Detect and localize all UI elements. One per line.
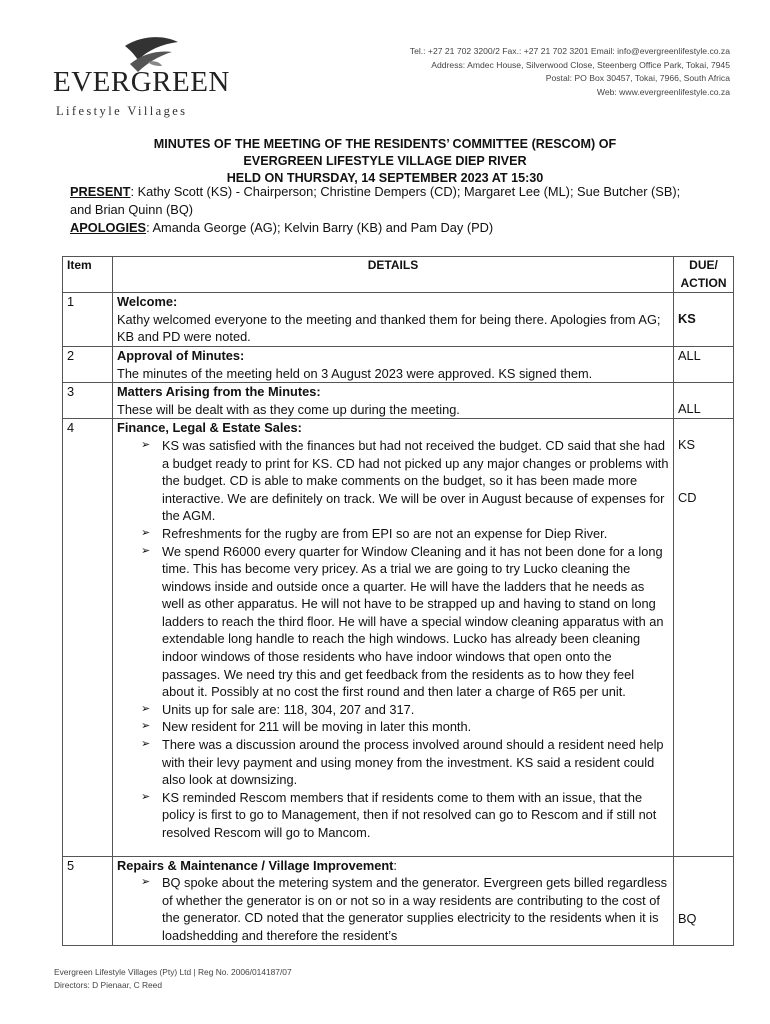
item-action <box>674 346 734 382</box>
contact-block <box>410 45 730 99</box>
title-line-2: EVERGREEN LIFESTYLE VILLAGE DIEP RIVER <box>243 154 527 168</box>
item-action <box>674 293 734 347</box>
header-details: DETAILS <box>113 257 674 293</box>
minutes-table <box>62 256 734 946</box>
section-title-colon: : <box>393 857 397 873</box>
apologies-names: : Amanda George (AG); Kelvin Barry (KB) and Pam Day (PD) <box>146 220 494 235</box>
list-item: ➢ KS was satisfied with the finances but had not received the budget. CD said that she had a budget ready to print for KS. CD had not picked up any major changes or problems with the budget. CD is able to make comments on the budget, so it has been made more interactive. We are definitely on track. We will be over in August because of expenses for the AGM. <box>141 437 669 525</box>
table-header-row <box>63 257 734 293</box>
bullet-list <box>117 437 669 842</box>
section-text: Kathy welcomed everyone to the meeting and thanked them for being there. Apologies from AG; KB and PD were noted. <box>117 311 661 345</box>
contact-web-line: Web: www.evergreenlifestyle.co.za <box>596 86 730 97</box>
section-title: Finance, Legal & Estate Sales: <box>117 420 302 436</box>
item-action <box>674 419 734 856</box>
title-line-1: MINUTES OF THE MEETING OF THE RESIDENTS’ COMMITTEE (RESCOM) OF <box>153 137 617 151</box>
item-number: 2 <box>63 346 113 382</box>
section-title <box>117 857 669 875</box>
list-item: ➢ New resident for 211 will be moving in later this month. <box>141 718 669 736</box>
section-title: Approval of Minutes: <box>117 347 245 363</box>
footer-directors-line: Directors: D Pienaar, C Reed <box>54 980 162 990</box>
section-title: Matters Arising from the Minutes: <box>117 384 321 400</box>
bullet-list <box>117 874 669 944</box>
table-row <box>63 419 734 856</box>
header-item: Item <box>63 257 113 293</box>
list-item: ➢ Units up for sale are: 118, 304, 207 and 317. <box>141 701 669 719</box>
section-title-text: Repairs & Maintenance / Village Improvement <box>117 857 394 873</box>
apologies-line <box>70 219 690 237</box>
table-row <box>63 856 734 945</box>
apologies-label: APOLOGIES <box>70 220 147 235</box>
attendance-block <box>70 183 690 237</box>
item-number: 5 <box>63 856 113 945</box>
action-owner: ALL <box>678 347 701 363</box>
present-label: PRESENT <box>70 184 131 199</box>
section-text: The minutes of the meeting held on 3 August 2023 were approved. KS signed them. <box>117 365 593 381</box>
list-item: ➢ KS reminded Rescom members that if residents come to them with an issue, that the policy is first to go to Management, then if not resolved can go to Rescom and if still not resolved Rescom will go to Mancom. <box>141 789 669 842</box>
item-action <box>674 383 734 419</box>
table-row <box>63 293 734 347</box>
present-names: : Kathy Scott (KS) - Chairperson; Christine Dempers (CD); Margaret Lee (ML); Sue Butcher (SB); and Brian Quinn (BQ) <box>70 184 681 217</box>
item-details <box>113 856 674 945</box>
item-number: 1 <box>63 293 113 347</box>
item-number: 4 <box>63 419 113 856</box>
document-title <box>0 136 770 187</box>
footer-company-line: Evergreen Lifestyle Villages (Pty) Ltd | Reg No. 2006/014187/07 <box>54 967 292 977</box>
list-item: ➢ We spend R6000 every quarter for Window Cleaning and it has not been done for a long time. This has become very pricey. As a trial we are going to try Lucko cleaning the windows inside and outside once a quarter. He will have the ladders that he needs as well as other apparatus. He will not have to be strapped up and having to stand on long ladders to reach the third floor. He will have a special window cleaning apparatus with an extendable long handle to reach the high windows. Lucko has already been cleaning indoor windows of those residents who have indoor windows that open onto the passages. We need try this and get feedback from the residents as to how they feel about it. Possibly at no cost the first round and then later a charge of R65 per unit. <box>141 543 669 701</box>
item-details <box>113 383 674 419</box>
section-text: These will be dealt with as they come up during the meeting. <box>117 401 460 417</box>
action-owner: CD <box>678 489 697 505</box>
contact-phone-line: Tel.: +27 21 702 3200/2 Fax.: +27 21 702 3201 Email: info@evergreenlifestyle.co.za <box>409 46 730 56</box>
action-owner: BQ <box>678 910 697 926</box>
item-details <box>113 346 674 382</box>
action-owner: KS <box>678 437 696 453</box>
item-number: 3 <box>63 383 113 419</box>
header-action: DUE/ ACTION <box>674 257 734 293</box>
action-owner: KS <box>678 311 696 327</box>
item-details <box>113 293 674 347</box>
table-row <box>63 383 734 419</box>
section-title: Welcome: <box>117 294 178 310</box>
item-action <box>674 856 734 945</box>
item-details <box>113 419 674 856</box>
contact-address-line: Address: Amdec House, Silverwood Close, Steenberg Office Park, Tokai, 7945 <box>431 59 730 70</box>
action-owner: ALL <box>678 401 701 417</box>
list-item: ➢ BQ spoke about the metering system and the generator. Evergreen gets billed regardless of whether the generator is on or not so in a way residents are contributing to the cost of the generator. CD noted that the generator supplies electricity to the residents when it is loadshedding and therefore the resident’s <box>141 874 669 944</box>
logo-wordmark: EVERGREEN <box>53 66 230 98</box>
page-footer <box>54 966 292 992</box>
logo-tagline: Lifestyle Villages <box>56 104 188 118</box>
list-item: ➢ There was a discussion around the process involved around should a resident need help with their levy payment and using money from the investment. KS said a resident could also look at downsizing. <box>141 736 669 789</box>
list-item: ➢ Refreshments for the rugby are from EPI so are not an expense for Diep River. <box>141 525 669 543</box>
title-line-3: HELD ON THURSDAY, 14 SEPTEMBER 2023 AT 15:30 <box>226 171 544 185</box>
table-row <box>63 346 734 382</box>
contact-postal-line: Postal: PO Box 30457, Tokai, 7966, South Africa <box>545 73 730 84</box>
present-line <box>70 183 690 219</box>
